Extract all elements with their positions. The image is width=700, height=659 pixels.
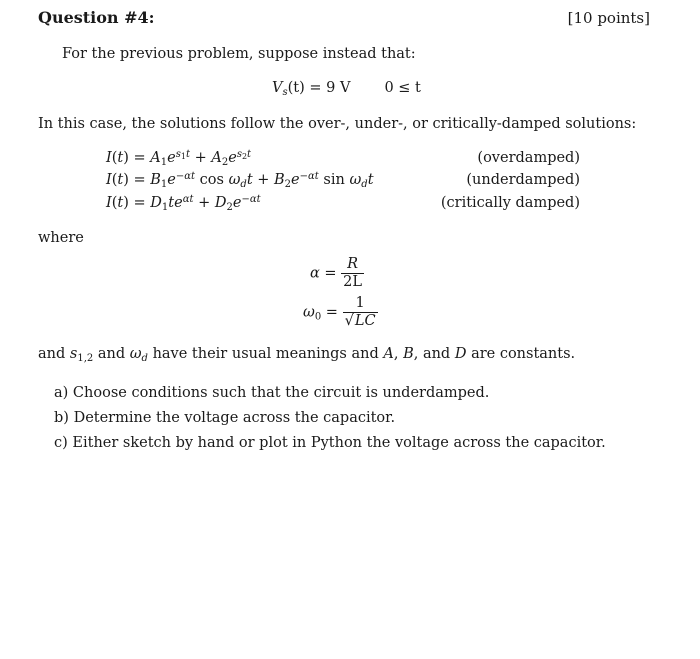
omega-denominator: √LC	[344, 313, 376, 329]
task-marker: c)	[54, 435, 68, 451]
source-value: (t) = 9 V	[287, 80, 351, 96]
question-title: Question #4:	[38, 8, 155, 27]
overdamped-equation: $I(t) = A_1e^{s_1t} + A_2e^{s_2t}$	[106, 149, 252, 168]
constants-text: and $s_{1,2}$ and $\omega_d$ have their usual meanings and A, B, and D are constants.	[38, 346, 576, 364]
underdamped-label: (underdamped)	[466, 172, 580, 188]
critically-damped-label: (critically damped)	[440, 195, 580, 211]
task-marker: b)	[54, 410, 69, 426]
task-text: Either sketch by hand or plot in Python the voltage across the capacitor.	[72, 435, 606, 451]
case-text: In this case, the solutions follow the over-, under-, or critically-damped solutions:	[38, 116, 637, 132]
alpha-definition: α = $\frac{R}{2L}$	[310, 256, 363, 290]
omega-numerator: 1	[343, 295, 378, 313]
source-range: 0 ≤ t	[384, 80, 421, 96]
task-c	[54, 435, 606, 451]
task-marker: a)	[54, 385, 69, 401]
source-subscript: s	[282, 87, 288, 98]
task-b	[54, 410, 395, 426]
where-text: where	[38, 230, 84, 246]
overdamped-label: (overdamped)	[477, 150, 580, 166]
omega-definition: $\omega_0$ = $\frac{1}{√LC}$	[303, 295, 376, 329]
intro-text: For the previous problem, suppose instead that:	[62, 46, 416, 62]
underdamped-equation: $I(t) = B_1e^{-\alpha t}$ $\cos \omega_dt + B_2e^{-\alpha t}$ $\sin \omega_dt$	[106, 171, 374, 190]
alpha-denominator: 2L	[343, 274, 363, 290]
source-equation	[272, 80, 421, 96]
task-text: Choose conditions such that the circuit is underdamped.	[72, 385, 490, 401]
task-a	[54, 385, 489, 401]
critically-damped-equation: $I(t) = D_1te^{\alpha t} + D_2e^{-\alpha t}$	[106, 194, 261, 213]
points-label: [10 points]	[567, 9, 650, 27]
alpha-numerator: R	[341, 256, 364, 274]
task-text: Determine the voltage across the capacitor.	[73, 410, 396, 426]
source-symbol: V	[272, 80, 283, 96]
